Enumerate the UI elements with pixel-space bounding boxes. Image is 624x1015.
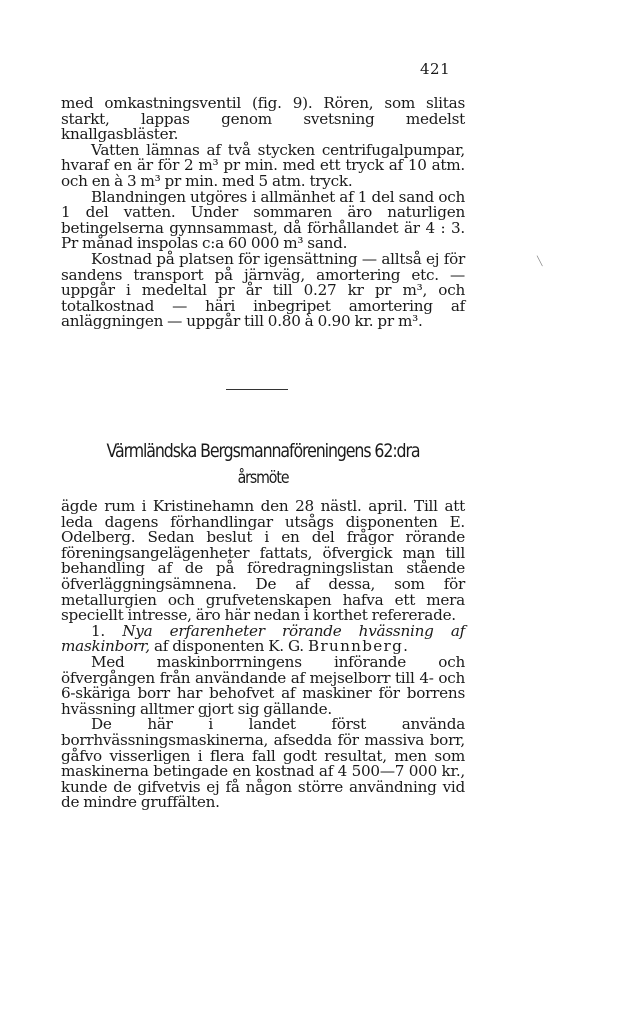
paragraph: ägde rum i Kristinehamn den 28 nästl. april. Till att leda dagens förhandlingar utsågs disponenten E. Odelberg. Sedan beslut i en del frågor rörande föreningsangelägenheter fattats, öfvergick man till behandling af de på föredragningslistan stående öfverläggningsämnena. De af dessa, som för metallurgien och grufvetenskapen hafva ett mera speciellt intresse, äro här nedan i korthet refererade. xyxy=(61,497,465,625)
page-number: 421 xyxy=(420,60,451,78)
paragraph: Med maskinborrningens införande och öfvergången från användande af mejselborr till 4- och 6-skäriga borr har behofvet af maskiner för borrens hvässning alltmer gjort sig gällande. xyxy=(61,652,465,718)
item-title: Nya erfarenheter rörande hvässning af maskinborr, xyxy=(61,621,466,656)
item-author: Brunnberg. xyxy=(307,637,410,656)
numbered-item xyxy=(61,621,466,656)
item-byline: af disponenten K. G. xyxy=(153,637,304,656)
section-heading-continued: årsmöte xyxy=(237,468,289,488)
paragraph: Vatten lämnas af två stycken centrifugalpumpar, hvaraf en är för 2 m³ pr min. med ett tryck af 10 atm. och en à 3 m³ pr min. med 5 atm. tryck. xyxy=(61,140,465,190)
paragraph: De här i landet först använda borrhvässningsmaskinerna, afsedda för massiva borr, gåfvo visserligen i flera fall godt resultat, men som maskinerna betingade en kostnad af 4 500—7 000 kr., kunde de gifvetvis ej få någon större användning vid de mindre gruffälten. xyxy=(61,715,465,812)
section2-text xyxy=(61,499,465,811)
section-divider xyxy=(226,389,288,390)
paragraph: med omkastningsventil (fig. 9). Rören, som slitas starkt, lappas genom svetsning medelst knallgasbläster. xyxy=(61,94,465,144)
section-heading: Värmländska Bergsmannaföreningens 62:dra xyxy=(106,440,420,462)
paragraph: Kostnad på platsen för igensättning — alltså ej för sandens transport på järnväg, amortering etc. — uppgår i medeltal pr år till 0.27 kr pr m³, och totalkostnad — häri inbegripet amortering af anläggningen — uppgår till 0.80 à 0.90 kr. pr m³. xyxy=(61,249,465,331)
section1-text xyxy=(61,96,465,330)
item-number: 1. xyxy=(91,621,105,640)
paragraph: Blandningen utgöres i allmänhet af 1 del sand och 1 del vatten. Under sommaren äro naturligen betingelserna gynnsammast, då förhållandet är 4 : 3. Pr månad inspolas c:a 60 000 m³ sand. xyxy=(61,187,465,253)
scan-speck: ╲ xyxy=(537,257,543,267)
